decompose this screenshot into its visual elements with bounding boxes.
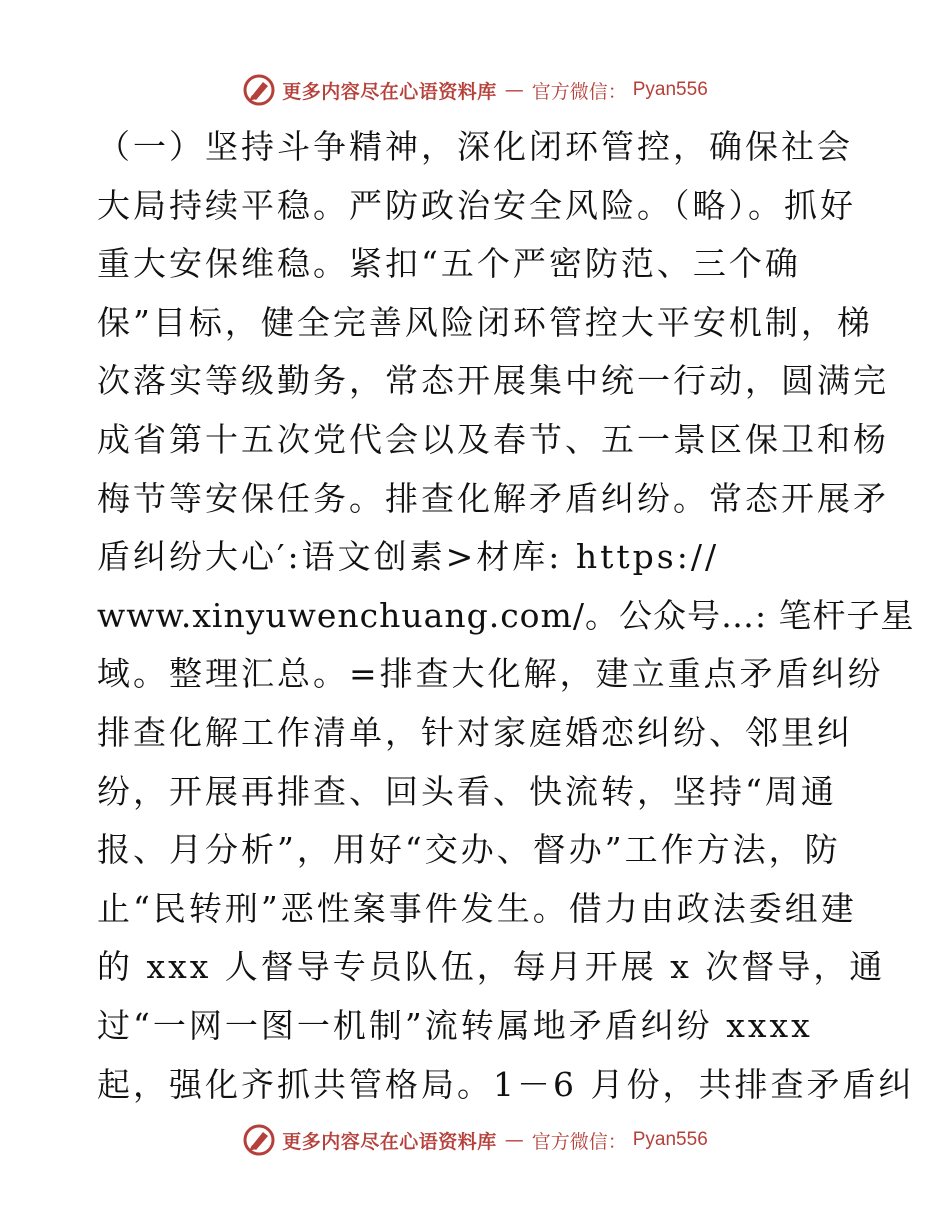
header-watermark-banner [0,70,950,110]
text-line: 纷，开展再排查、回头看、快流转，坚持“周通 [97,771,837,811]
text-line: 的 xxx 人督导专员队伍，每月开展 x 次督导，通 [97,947,886,987]
document-body [97,118,915,1114]
text-line: 大局持续平稳。严防政治安全风险。（略）。抓好 [97,185,856,225]
text-line: 过“一网一图一机制”流转属地矛盾纠纷 xxxx [97,1005,813,1045]
banner-dash: — [504,79,524,101]
text-line: 止“民转刑”恶性案事件发生。借力由政法委组建 [97,888,857,928]
text-line: 排查化解工作清单，针对家庭婚恋纠纷、邻里纠 [97,712,853,752]
text-line: 成省第十五次党代会以及春节、五一景区保卫和杨 [97,419,889,459]
banner-dash: — [504,1129,524,1151]
banner-official-label: 官方微信： [531,1130,627,1153]
footer-watermark-banner [0,1120,950,1160]
text-line: 次落实等级勤务，常态开展集中统一行动，圆满完 [97,361,889,401]
text-line: 起，强化齐抓共管格局。1－6 月份，共排查矛盾纠 [97,1064,915,1104]
brand-logo-icon [242,73,276,107]
banner-brand-text: 更多内容尽在心语资料库 [282,1130,497,1153]
brand-logo-icon [242,1123,276,1157]
text-line: 重大安保维稳。紧扣“五个严密防范、三个确 [97,244,801,284]
text-line: 报、月分析”，用好“交办、督办”工作方法，防 [97,830,841,870]
banner-brand-text: 更多内容尽在心语资料库 [282,80,497,103]
text-line: （一）坚持斗争精神，深化闭环管控，确保社会 [97,127,853,166]
text-line: 保”目标，健全完善风险闭环管控大平安机制，梯 [97,302,873,342]
banner-wechat-handle: Pyan556 [632,79,708,100]
text-line: 域。整理汇总。=排查大化解，建立重点矛盾纠纷 [97,654,884,694]
text-line: 梅节等安保任务。排查化解矛盾纠纷。常态开展矛 [97,478,889,518]
text-line: www.xinyuwenchuang.com/。公众号…: 笔杆子星 [97,595,915,635]
banner-wechat-handle: Pyan556 [632,1129,708,1150]
text-line: 盾纠纷大心′:语文创素>材库: https:// [97,537,720,577]
banner-official-label: 官方微信： [531,80,627,103]
